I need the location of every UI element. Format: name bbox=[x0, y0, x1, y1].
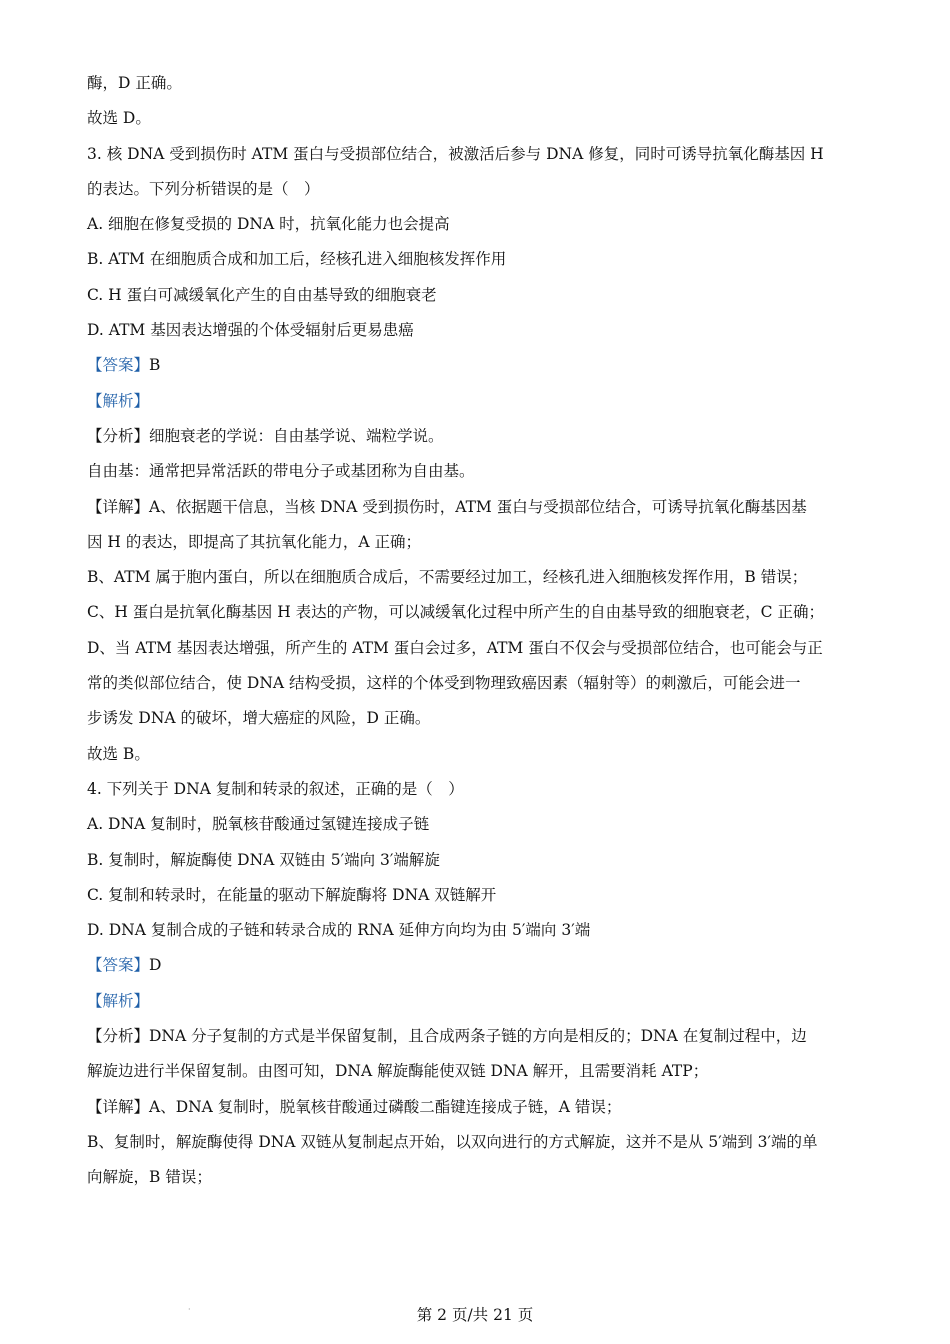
text-line bbox=[87, 454, 877, 489]
page-footer: 第 2 页/共 21 页 bbox=[416, 1306, 534, 1324]
line-text: 【详解】A、依据题干信息，当核 DNA 受到损伤时，ATM 蛋白与受损部位结合，可诱导抗氧化酶基因基 bbox=[87, 497, 807, 516]
line-text: 常的类似部位结合，使 DNA 结构受损，这样的个体受到物理致癌因素（辐射等）的刺激后，可能会进一 bbox=[87, 674, 801, 693]
line-text: B、ATM 属于胞内蛋白，所以在细胞质合成后，不需要经过加工，经核孔进入细胞核发挥作用，B 错误； bbox=[87, 568, 808, 587]
option-c bbox=[87, 278, 877, 313]
line-text: 解旋边进行半保留复制。由图可知，DNA 解旋酶能使双链 DNA 解开，且需要消耗 ATP； bbox=[87, 1062, 709, 1081]
text-line bbox=[87, 595, 877, 630]
option-b bbox=[87, 242, 877, 277]
text-line bbox=[87, 560, 877, 595]
line-text: 【分析】DNA 分子复制的方式是半保留复制，且合成两条子链的方向是相反的；DNA 在复制过程中，边 bbox=[87, 1027, 807, 1046]
option-c bbox=[87, 878, 877, 913]
line-text: 故选 D。 bbox=[87, 109, 151, 128]
analysis-tag: 【解析】 bbox=[87, 991, 150, 1010]
line-text: B. 复制时，解旋酶使 DNA 双链由 5′端向 3′端解旋 bbox=[87, 850, 440, 869]
text-line bbox=[87, 525, 877, 560]
line-text: 4. 下列关于 DNA 复制和转录的叙述，正确的是（ ） bbox=[87, 779, 464, 798]
option-a bbox=[87, 807, 877, 842]
text-line bbox=[87, 1090, 877, 1125]
text-line bbox=[87, 101, 877, 136]
line-text: 的表达。下列分析错误的是（ ） bbox=[87, 179, 320, 198]
line-text: 步诱发 DNA 的破坏，增大癌症的风险，D 正确。 bbox=[87, 709, 431, 728]
answer-line bbox=[87, 348, 877, 383]
line-text: 3. 核 DNA 受到损伤时 ATM 蛋白与受损部位结合，被激活后参与 DNA 修复，同时可诱导抗氧化酶基因 H bbox=[87, 144, 824, 163]
analysis-heading bbox=[87, 984, 877, 1019]
line-text: C. H 蛋白可减缓氧化产生的自由基导致的细胞衰老 bbox=[87, 285, 437, 304]
option-a bbox=[87, 207, 877, 242]
line-text: 【分析】细胞衰老的学说：自由基学说、端粒学说。 bbox=[87, 426, 444, 445]
line-text: A. 细胞在修复受损的 DNA 时，抗氧化能力也会提高 bbox=[87, 215, 450, 234]
text-line bbox=[87, 631, 877, 666]
text-line bbox=[87, 66, 877, 101]
analysis-tag: 【解析】 bbox=[87, 391, 150, 410]
line-text: B. ATM 在细胞质合成和加工后，经核孔进入细胞核发挥作用 bbox=[87, 250, 507, 269]
option-b bbox=[87, 843, 877, 878]
document-body bbox=[87, 66, 877, 1196]
line-text: A. DNA 复制时，脱氧核苷酸通过氢键连接成子链 bbox=[87, 815, 430, 834]
text-line bbox=[87, 490, 877, 525]
answer-value: D bbox=[149, 956, 162, 975]
text-line bbox=[87, 419, 877, 454]
text-line bbox=[87, 1160, 877, 1195]
option-d bbox=[87, 313, 877, 348]
text-line bbox=[87, 1054, 877, 1089]
line-text: D、当 ATM 基因表达增强，所产生的 ATM 蛋白会过多，ATM 蛋白不仅会与受损部位结合，也可能会与正 bbox=[87, 638, 823, 657]
line-text: 向解旋，B 错误； bbox=[87, 1168, 212, 1187]
decorative-dot: · bbox=[188, 1305, 191, 1314]
question-3-stem bbox=[87, 137, 877, 172]
line-text: 故选 B。 bbox=[87, 744, 150, 763]
analysis-heading bbox=[87, 384, 877, 419]
text-line bbox=[87, 1125, 877, 1160]
answer-tag: 【答案】 bbox=[87, 356, 150, 375]
text-line bbox=[87, 172, 877, 207]
text-line bbox=[87, 1019, 877, 1054]
line-text: B、复制时，解旋酶使得 DNA 双链从复制起点开始，以双向进行的方式解旋，这并不是从 5′端到 3′端的单 bbox=[87, 1132, 818, 1151]
line-text: C、H 蛋白是抗氧化酶基因 H 表达的产物，可以减缓氧化过程中所产生的自由基导致的细胞衰老，C 正确； bbox=[87, 603, 824, 622]
text-line bbox=[87, 737, 877, 772]
line-text: 自由基：通常把异常活跃的带电分子或基团称为自由基。 bbox=[87, 462, 475, 481]
line-text: C. 复制和转录时，在能量的驱动下解旋酶将 DNA 双链解开 bbox=[87, 885, 497, 904]
text-line bbox=[87, 701, 877, 736]
option-d bbox=[87, 913, 877, 948]
line-text: 酶，D 正确。 bbox=[87, 74, 182, 92]
line-text: D. ATM 基因表达增强的个体受辐射后更易患癌 bbox=[87, 321, 414, 340]
answer-value: B bbox=[149, 356, 161, 375]
line-text: 因 H 的表达，即提高了其抗氧化能力，A 正确； bbox=[87, 532, 421, 551]
line-text: D. DNA 复制合成的子链和转录合成的 RNA 延伸方向均为由 5′端向 3′端 bbox=[87, 921, 591, 940]
line-text: 【详解】A、DNA 复制时，脱氧核苷酸通过磷酸二酯键连接成子链，A 错误； bbox=[87, 1097, 622, 1116]
answer-tag: 【答案】 bbox=[87, 956, 150, 975]
question-4-stem bbox=[87, 772, 877, 807]
answer-line bbox=[87, 948, 877, 983]
text-line bbox=[87, 666, 877, 701]
